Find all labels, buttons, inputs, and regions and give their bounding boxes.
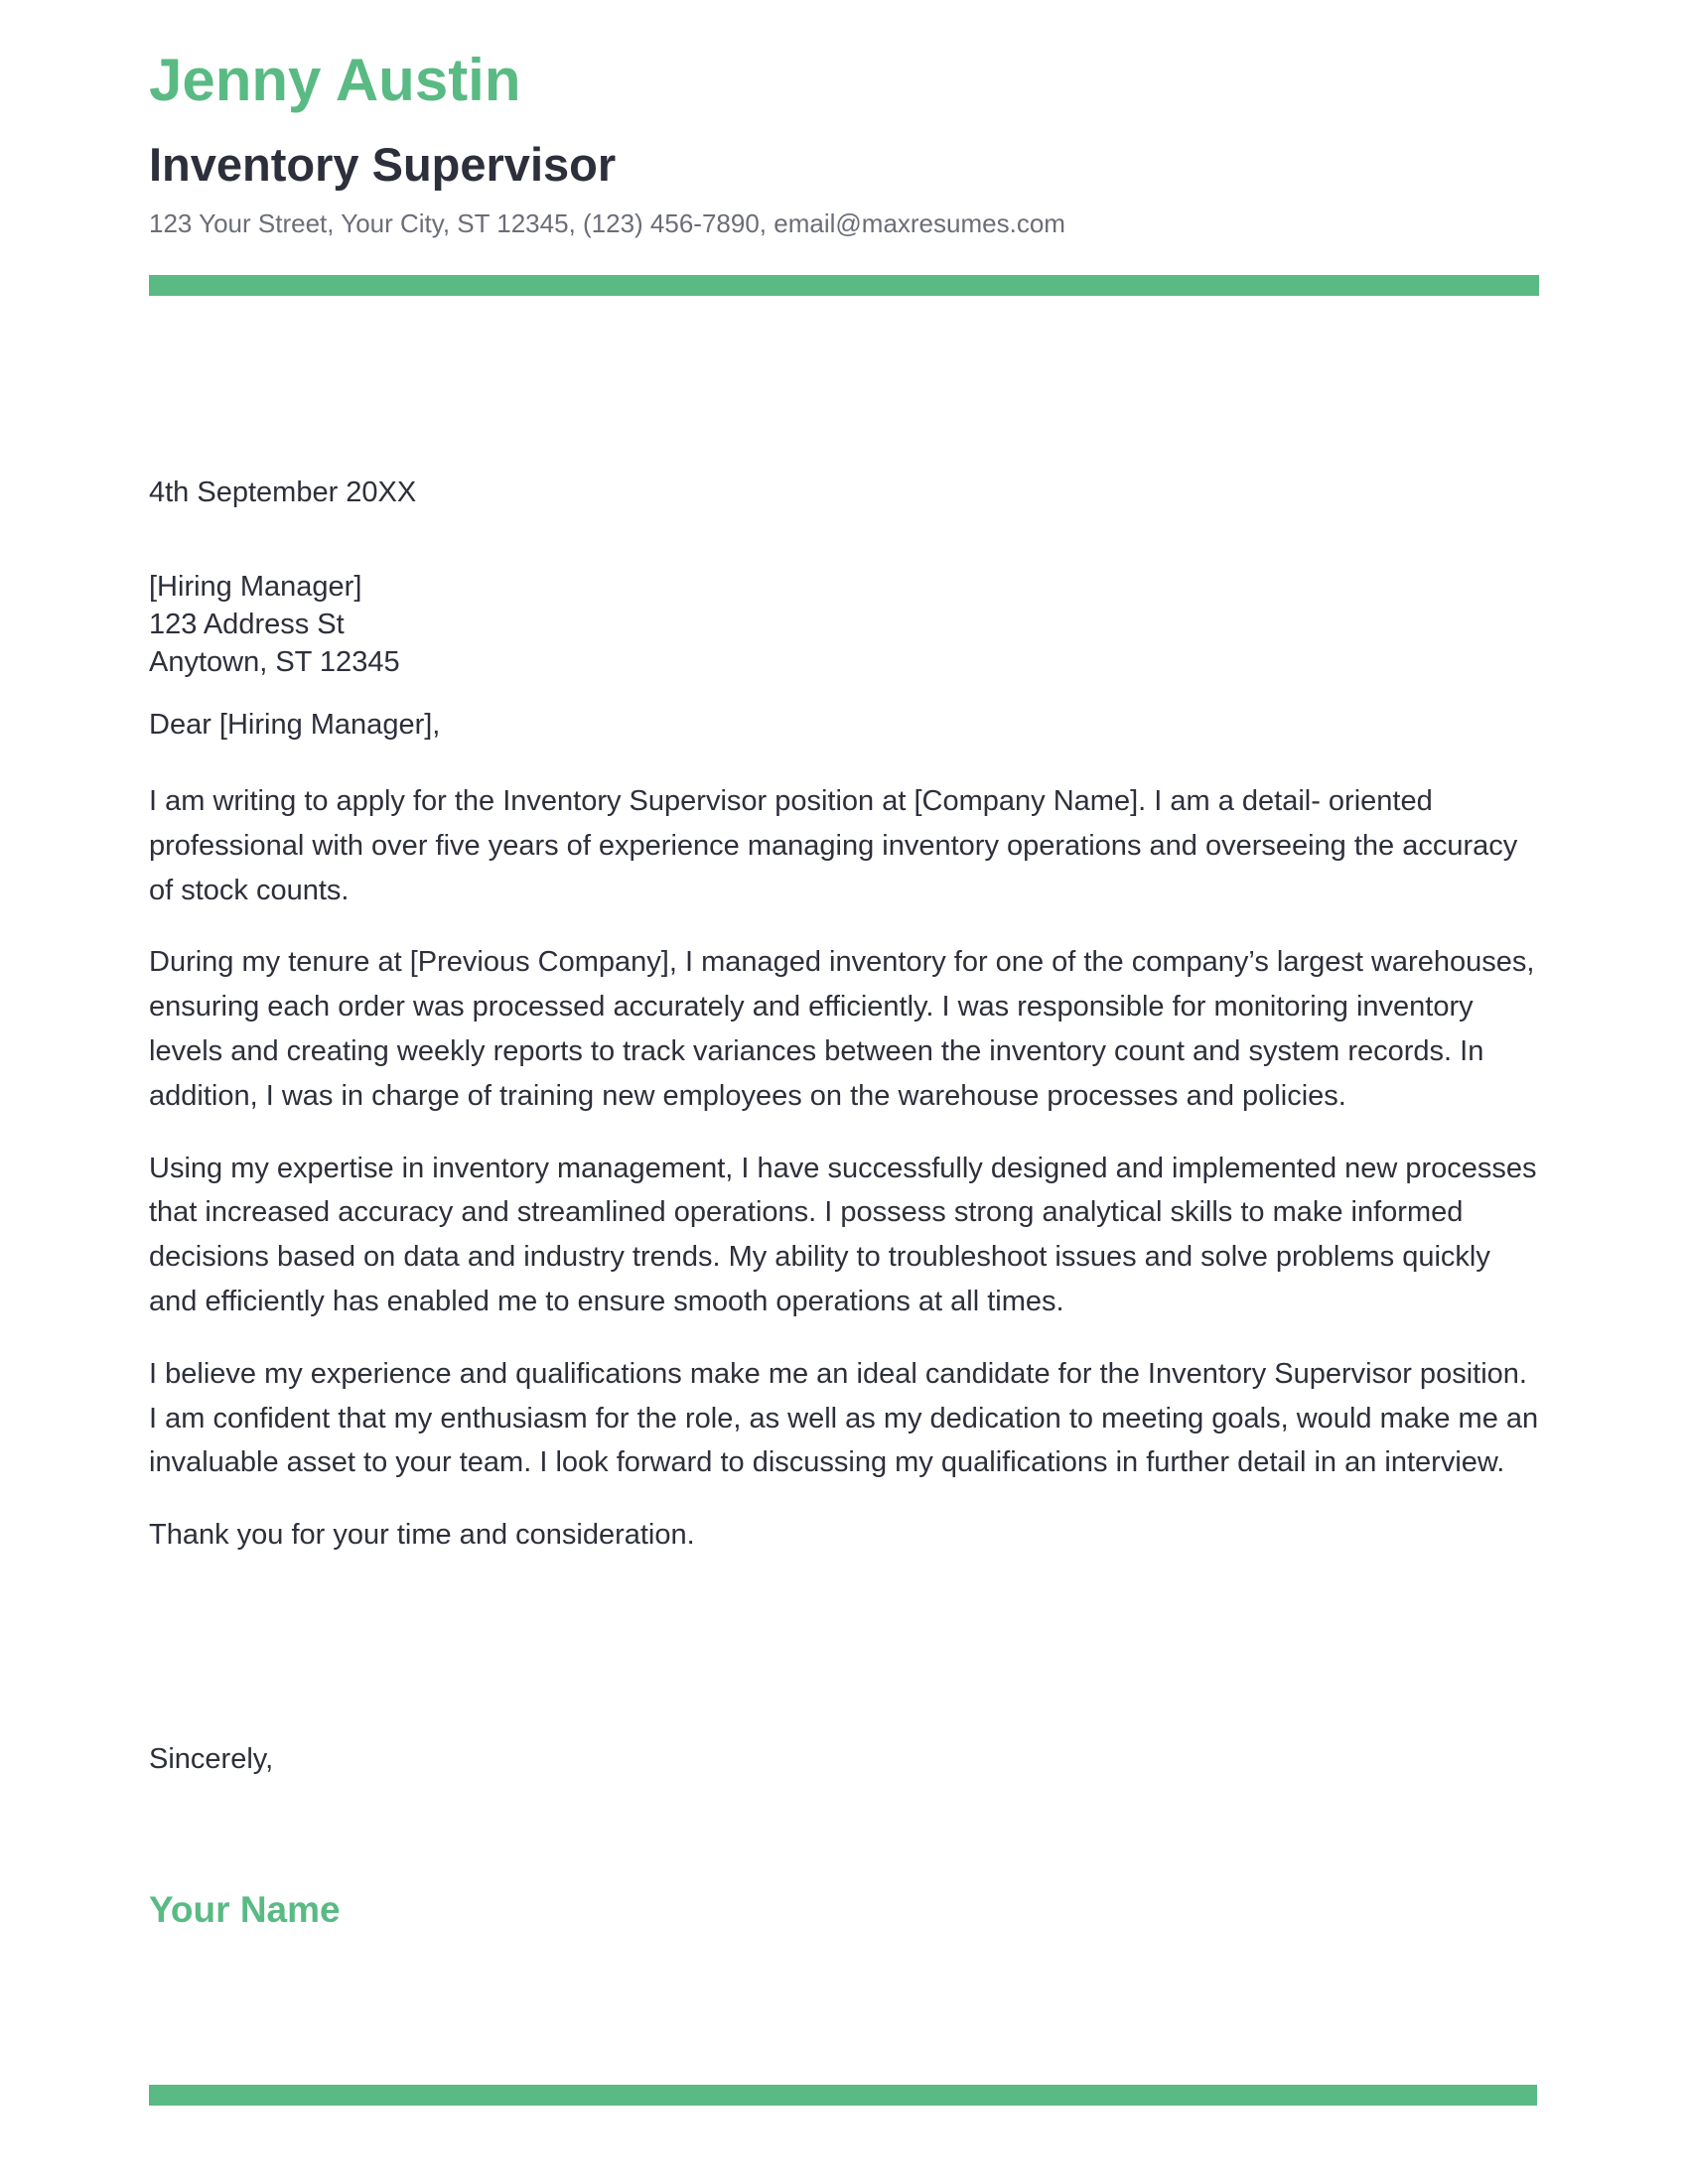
recipient-line: 123 Address St <box>149 609 345 640</box>
job-title: Inventory Supervisor <box>149 138 617 191</box>
cover-letter-page <box>149 0 1539 2184</box>
body-paragraph: Using my expertise in inventory management, I have successfully designed and implemented new processes that increased accuracy and streamlined operations. I possess strong analytical skills to make informed decisions based on data and industry trends. My ability to troubleshoot issues and solve problems quickly and efficiently has enabled me to ensure smooth operations at all times. <box>149 1152 1537 1317</box>
closing: Sincerely, <box>149 1743 274 1775</box>
contact-info: 123 Your Street, Your City, ST 12345, (123) 456-7890, email@maxresumes.com <box>149 208 1065 238</box>
recipient-line: [Hiring Manager] <box>149 571 362 603</box>
body-paragraph: I am writing to apply for the Inventory Supervisor position at [Company Name]. I am a detail- oriented professional with over five years of experience managing inventory operations and overseeing the accuracy of stock counts. <box>149 785 1518 906</box>
letter-body <box>149 779 1539 1585</box>
body-paragraph: I believe my experience and qualifications make me an ideal candidate for the Inventory Supervisor position. I am confident that my enthusiasm for the role, as well as my dedication to meeting goals, would make me an invaluable asset to your team. I look forward to discussing my qualifications in further detail in an interview. <box>149 1357 1539 1479</box>
header-divider <box>149 275 1539 296</box>
applicant-name: Jenny Austin <box>149 47 521 113</box>
body-paragraph: Thank you for your time and consideration. <box>149 1519 695 1552</box>
body-paragraph: During my tenure at [Previous Company], I managed inventory for one of the company’s largest warehouses, ensuring each order was processed accurately and efficiently. I was responsible for monitoring inventory levels and creating weekly reports to track variances between the inventory count and system records. In addition, I was in charge of training new employees on the warehouse processes and policies. <box>149 946 1535 1112</box>
recipient-address <box>149 568 400 681</box>
recipient-line: Anytown, ST 12345 <box>149 646 400 678</box>
signature-name: Your Name <box>149 1889 341 1930</box>
salutation: Dear [Hiring Manager], <box>149 709 441 741</box>
letter-date: 4th September 20XX <box>149 477 417 508</box>
footer-divider <box>149 2085 1537 2106</box>
